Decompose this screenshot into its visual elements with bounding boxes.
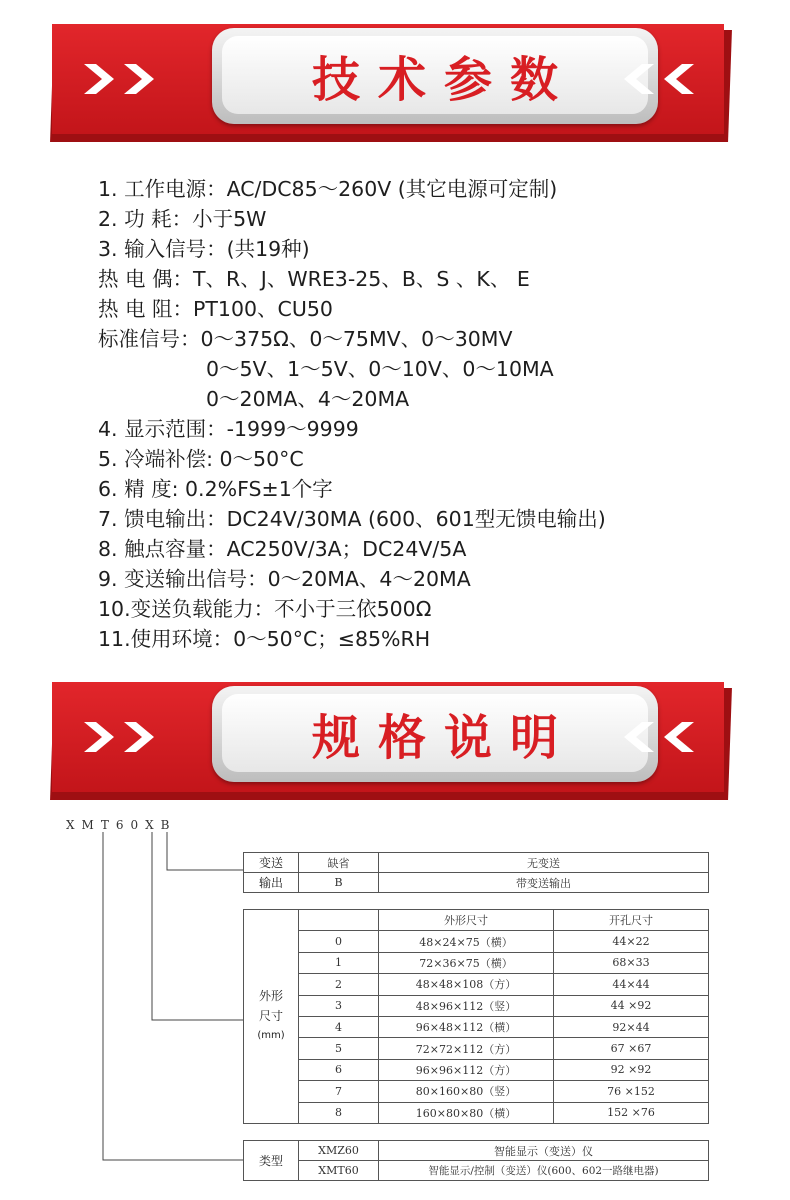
- table-row: [244, 853, 709, 873]
- param-line: 11.使用环境：0～50°C；≤85%RH: [98, 627, 431, 651]
- table-row: [244, 952, 709, 973]
- section-title: 规格说明: [311, 709, 576, 766]
- param-line: 6. 精 度: 0.2%FS±1个字: [98, 477, 333, 501]
- param-line: 热 电 偶：T、R、J、WRE3-25、B、S 、K、 E: [98, 267, 530, 291]
- dimension-code: 0: [299, 931, 379, 952]
- dimension-code: 4: [299, 1016, 379, 1037]
- model-code: XMT60XB: [66, 818, 177, 832]
- chevron-right-icon: [82, 720, 118, 754]
- table-row: [244, 995, 709, 1016]
- dimension-outer: 48×96×112（竖）: [379, 995, 554, 1016]
- dimension-code: 7: [299, 1081, 379, 1102]
- param-line: 8. 触点容量：AC250V/3A；DC24V/5A: [98, 537, 467, 561]
- type-table: [243, 1140, 709, 1181]
- transmit-desc: 无变送: [379, 853, 709, 873]
- dimension-cutout: 67 ×67: [554, 1038, 709, 1059]
- chevron-left-icon: [660, 720, 696, 754]
- dimension-outer: 72×36×75（横）: [379, 952, 554, 973]
- param-line: 3. 输入信号：(共19种): [98, 237, 310, 261]
- param-line: 2. 功 耗：小于5W: [98, 207, 267, 231]
- dimension-outer: 48×48×108（方）: [379, 974, 554, 995]
- table-row: [244, 1141, 709, 1161]
- banner-title-plate: [222, 694, 648, 772]
- table-row: [244, 873, 709, 893]
- dimension-cutout: 76 ×152: [554, 1081, 709, 1102]
- chevron-right-icon: [122, 62, 158, 96]
- chevron-left-icon: [660, 62, 696, 96]
- table-row: [244, 1081, 709, 1102]
- dimension-code: 1: [299, 952, 379, 973]
- chevron-left-icon: [620, 720, 656, 754]
- table-row: [244, 974, 709, 995]
- type-label: 类型: [244, 1141, 299, 1181]
- banner-title-plate: [222, 36, 648, 114]
- param-line: 0～5V、1～5V、0～10V、0～10MA: [206, 357, 554, 381]
- section-banner-tech-params: [52, 22, 730, 144]
- type-desc: 智能显示（变送）仪: [379, 1141, 709, 1161]
- dimension-code: 3: [299, 995, 379, 1016]
- dimension-cutout: 44×44: [554, 974, 709, 995]
- banner-title-frame: [212, 686, 658, 782]
- table-row: [244, 1059, 709, 1080]
- dimension-cutout: 44×22: [554, 931, 709, 952]
- transmit-code: 缺省: [299, 853, 379, 873]
- table-row: [244, 1016, 709, 1037]
- dimensions-label-line: 外形: [258, 989, 283, 1004]
- table-row: [244, 931, 709, 952]
- dimension-outer: 96×48×112（横）: [379, 1016, 554, 1037]
- transmit-label: 输出: [244, 873, 299, 893]
- dimensions-label-line: 尺寸: [258, 1009, 283, 1024]
- type-code: XMZ60: [299, 1141, 379, 1161]
- dimension-code: 8: [299, 1102, 379, 1123]
- dimension-code: 5: [299, 1038, 379, 1059]
- param-line: 热 电 阻：PT100、CU50: [98, 297, 333, 321]
- param-line: 10.变送负载能力：不小于三依500Ω: [98, 597, 432, 621]
- dimension-cutout: 92 ×92: [554, 1059, 709, 1080]
- chevron-left-icon: [620, 62, 656, 96]
- tech-params-list: [98, 174, 698, 654]
- dimensions-table: [243, 909, 709, 1124]
- param-line: 标准信号：0～375Ω、0～75MV、0～30MV: [98, 327, 513, 351]
- dimension-code: 2: [299, 974, 379, 995]
- dimension-cutout: 152 ×76: [554, 1102, 709, 1123]
- section-title: 技术参数: [311, 51, 576, 108]
- dimensions-label: [244, 910, 299, 1124]
- dimension-outer: 72×72×112（方）: [379, 1038, 554, 1059]
- banner-title-frame: [212, 28, 658, 124]
- type-desc: 智能显示/控制（变送）仪(600、602一路继电器): [379, 1161, 709, 1181]
- param-line: 1. 工作电源：AC/DC85～260V (其它电源可定制): [98, 177, 558, 201]
- dimensions-header-outer: 外形尺寸: [379, 910, 554, 931]
- param-line: 9. 变送输出信号：0～20MA、4～20MA: [98, 567, 471, 591]
- dimension-outer: 160×80×80（横）: [379, 1102, 554, 1123]
- param-line: 7. 馈电输出：DC24V/30MA (600、601型无馈电输出): [98, 507, 606, 531]
- dimension-cutout: 68×33: [554, 952, 709, 973]
- transmit-label: 变送: [244, 853, 299, 873]
- param-line: 5. 冷端补偿: 0～50°C: [98, 447, 304, 471]
- dimension-outer: 48×24×75（横）: [379, 931, 554, 952]
- section-banner-spec: [52, 680, 730, 802]
- dimension-outer: 80×160×80（竖）: [379, 1081, 554, 1102]
- chevron-right-icon: [82, 62, 118, 96]
- dimensions-header-blank: [299, 910, 379, 931]
- chevron-right-icon: [122, 720, 158, 754]
- dimension-cutout: 92×44: [554, 1016, 709, 1037]
- dimension-code: 6: [299, 1059, 379, 1080]
- transmit-desc: 带变送输出: [379, 873, 709, 893]
- param-line: 0～20MA、4～20MA: [206, 387, 410, 411]
- table-row: [244, 1161, 709, 1181]
- param-line: 4. 显示范围：-1999～9999: [98, 417, 359, 441]
- table-header-row: [244, 910, 709, 931]
- dimension-cutout: 44 ×92: [554, 995, 709, 1016]
- dimension-outer: 96×96×112（方）: [379, 1059, 554, 1080]
- table-row: [244, 1102, 709, 1123]
- transmit-code: B: [299, 873, 379, 893]
- transmit-output-table: [243, 852, 709, 893]
- dimensions-label-unit: (mm): [257, 1030, 285, 1042]
- dimensions-header-cutout: 开孔尺寸: [554, 910, 709, 931]
- type-code: XMT60: [299, 1161, 379, 1181]
- table-row: [244, 1038, 709, 1059]
